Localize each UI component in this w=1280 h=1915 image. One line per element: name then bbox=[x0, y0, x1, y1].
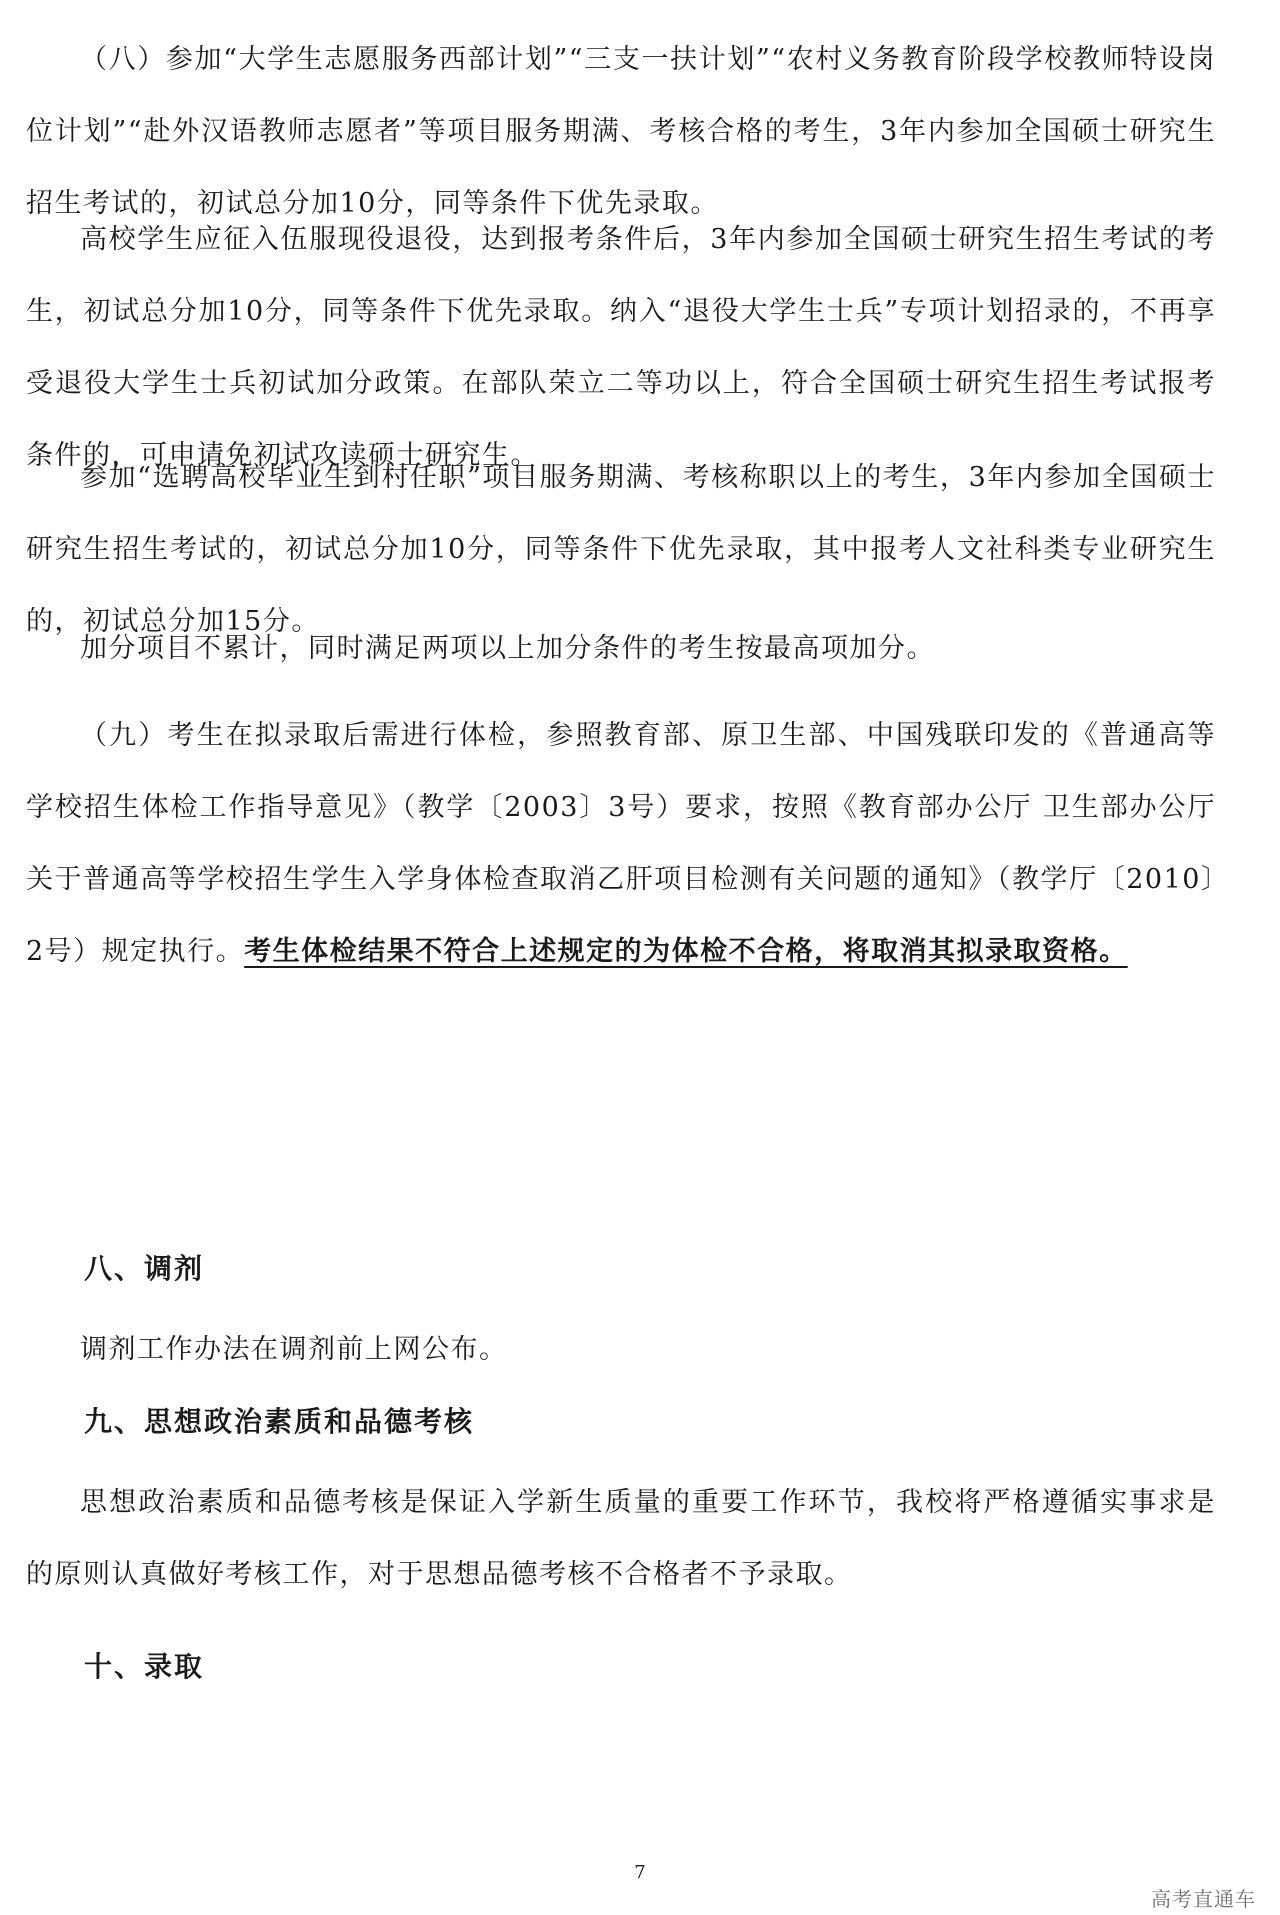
paragraph-village-officials: 参加“选聘高校毕业生到村任职”项目服务期满、考核称职以上的考生，3年内参加全国硕士研究生招生考试的，初试总分加10分，同等条件下优先录取，其中报考人文社科类专业研究生的，初试总分加15分。 bbox=[26, 462, 1216, 637]
medical-exam-emphasis: 考生体检结果不符合上述规定的为体检不合格，将取消其拟录取资格。 bbox=[244, 936, 1128, 967]
watermark-logo: 高考直通车 bbox=[1151, 1887, 1256, 1911]
paragraph-adjustment: 调剂工作办法在调剂前上网公布。 bbox=[80, 1334, 508, 1365]
heading-admission: 十、录取 bbox=[84, 1650, 205, 1683]
page-number: 7 bbox=[634, 1862, 646, 1883]
paragraph-no-cumulative: 加分项目不累计，同时满足两项以上加分条件的考生按最高项加分。 bbox=[80, 633, 935, 664]
paragraph-bonus-projects: （八）参加“大学生志愿服务西部计划”“三支一扶计划”“农村义务教育阶段学校教师特设岗位计划”“赴外汉语教师志愿者”等项目服务期满、考核合格的考生，3年内参加全国硕士研究生招生考试的，初试总分加10分，同等条件下优先录取。 bbox=[26, 44, 1216, 219]
paragraph-moral-assessment: 思想政治素质和品德考核是保证入学新生质量的重要工作环节，我校将严格遵循实事求是的原则认真做好考核工作，对于思想品德考核不合格者不予录取。 bbox=[26, 1487, 1216, 1590]
heading-adjustment: 八、调剂 bbox=[84, 1252, 205, 1285]
heading-moral-assessment: 九、思想政治素质和品德考核 bbox=[84, 1405, 475, 1438]
paragraph-veterans: 高校学生应征入伍服现役退役，达到报考条件后，3年内参加全国硕士研究生招生考试的考生，初试总分加10分，同等条件下优先录取。纳入“退役大学生士兵”专项计划招录的，不再享受退役大学生士兵初试加分政策。在部队荣立二等功以上，符合全国硕士研究生招生考试报考条件的，可申请免初试攻读硕士研究生。 bbox=[26, 224, 1216, 471]
medical-exam-text: （九）考生在拟录取后需进行体检，参照教育部、原卫生部、中国残联印发的《普通高等学校招生体检工作指导意见》（教学〔2003〕3号）要求，按照《教育部办公厅 卫生部办公厅关于普通高等学校招生学生入学身体检查取消乙肝项目检测有关问题的通知》（教学厅〔2010〕2号）规定执行。 bbox=[26, 720, 1216, 967]
paragraph-medical-exam bbox=[26, 700, 1216, 988]
